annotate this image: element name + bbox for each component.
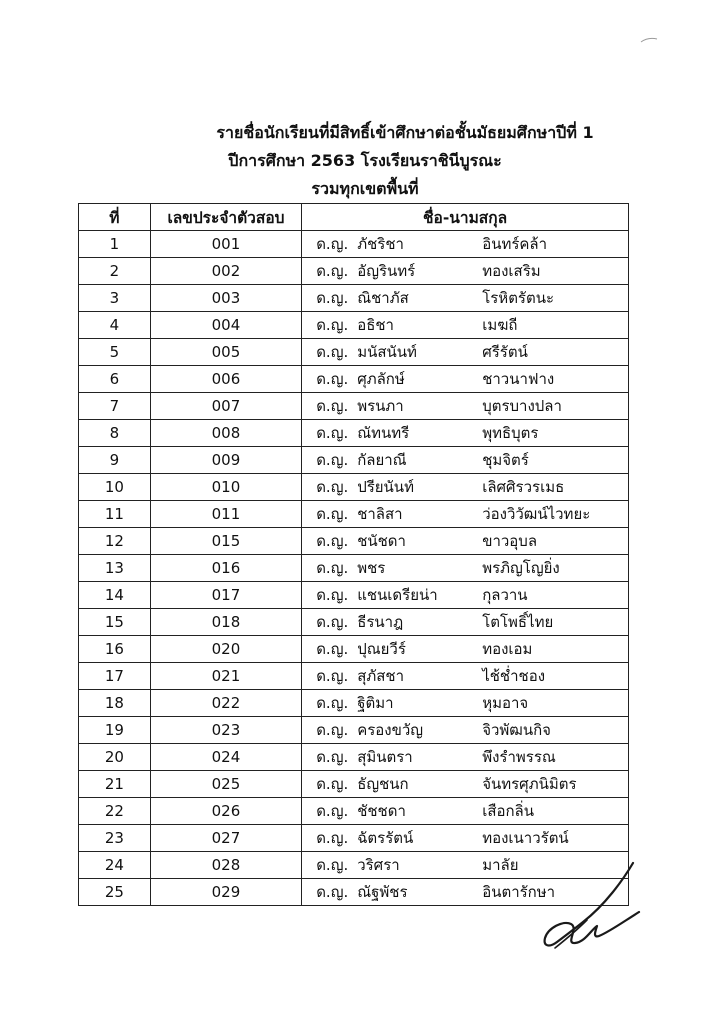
row-full-name bbox=[302, 582, 629, 609]
row-number: 13 bbox=[79, 555, 151, 582]
row-number: 12 bbox=[79, 528, 151, 555]
document-subtitle-area: รวมทุกเขตพื้นที่ bbox=[311, 179, 419, 198]
name-title: ด.ญ. bbox=[316, 721, 349, 739]
table-row bbox=[79, 555, 629, 582]
last-name: จันทรศุภนิมิตร bbox=[482, 775, 577, 793]
table-row bbox=[79, 798, 629, 825]
name-cell bbox=[302, 340, 628, 364]
name-title: ด.ญ. bbox=[316, 775, 349, 793]
first-name: ครองขวัญ bbox=[357, 721, 424, 739]
last-name: เสือกลิ่น bbox=[482, 802, 535, 820]
last-name: โรหิตรัตนะ bbox=[482, 289, 555, 307]
last-name: ศรีรัตน์ bbox=[482, 343, 528, 361]
row-number: 3 bbox=[79, 285, 151, 312]
name-title: ด.ญ. bbox=[316, 262, 349, 280]
last-name: กุลวาน bbox=[482, 586, 528, 604]
table-row bbox=[79, 501, 629, 528]
first-name: ณัฐพัชร bbox=[357, 883, 408, 901]
row-exam-id: 027 bbox=[150, 825, 301, 852]
row-exam-id: 023 bbox=[150, 717, 301, 744]
first-name: อัญรินทร์ bbox=[357, 262, 416, 280]
row-number: 7 bbox=[79, 393, 151, 420]
header-exam-id: เลขประจำตัวสอบ bbox=[150, 204, 301, 231]
first-name: ปรียนันท์ bbox=[357, 478, 414, 496]
row-number: 23 bbox=[79, 825, 151, 852]
name-cell bbox=[302, 637, 628, 661]
name-cell bbox=[302, 745, 628, 769]
name-cell bbox=[302, 664, 628, 688]
row-full-name bbox=[302, 420, 629, 447]
name-title: ด.ญ. bbox=[316, 856, 349, 874]
first-name: ฐิติมา bbox=[357, 694, 394, 712]
table-row bbox=[79, 474, 629, 501]
table-row bbox=[79, 312, 629, 339]
row-full-name bbox=[302, 771, 629, 798]
table-row bbox=[79, 258, 629, 285]
row-number: 24 bbox=[79, 852, 151, 879]
row-exam-id: 018 bbox=[150, 609, 301, 636]
name-cell bbox=[302, 367, 628, 391]
row-full-name bbox=[302, 501, 629, 528]
row-full-name bbox=[302, 690, 629, 717]
table-row bbox=[79, 717, 629, 744]
row-full-name bbox=[302, 258, 629, 285]
name-title: ด.ญ. bbox=[316, 451, 349, 469]
row-full-name bbox=[302, 231, 629, 258]
row-full-name bbox=[302, 393, 629, 420]
row-full-name bbox=[302, 663, 629, 690]
last-name: เมฆถี bbox=[482, 316, 518, 334]
table-row bbox=[79, 636, 629, 663]
last-name: ชาวนาฟาง bbox=[482, 370, 555, 388]
name-cell bbox=[302, 286, 628, 310]
row-number: 10 bbox=[79, 474, 151, 501]
name-title: ด.ญ. bbox=[316, 505, 349, 523]
name-cell bbox=[302, 610, 628, 634]
last-name: พรภิญโญยิ่ง bbox=[482, 559, 560, 577]
first-name: ณัทนทรี bbox=[357, 424, 410, 442]
row-exam-id: 011 bbox=[150, 501, 301, 528]
name-cell bbox=[302, 313, 628, 337]
name-cell bbox=[302, 394, 628, 418]
row-number: 22 bbox=[79, 798, 151, 825]
row-exam-id: 022 bbox=[150, 690, 301, 717]
last-name: มาลัย bbox=[482, 856, 519, 874]
first-name: พชร bbox=[357, 559, 386, 577]
first-name: กัลยาณี bbox=[357, 451, 407, 469]
name-title: ด.ญ. bbox=[316, 532, 349, 550]
name-title: ด.ญ. bbox=[316, 802, 349, 820]
name-title: ด.ญ. bbox=[316, 559, 349, 577]
name-title: ด.ญ. bbox=[316, 748, 349, 766]
row-number: 15 bbox=[79, 609, 151, 636]
last-name: เลิศศิรวรเมธ bbox=[482, 478, 565, 496]
last-name: ทองเสริม bbox=[482, 262, 541, 280]
table-row bbox=[79, 582, 629, 609]
name-cell bbox=[302, 502, 628, 526]
name-title: ด.ญ. bbox=[316, 694, 349, 712]
name-title: ด.ญ. bbox=[316, 613, 349, 631]
header-full-name: ชื่อ-นามสกุล bbox=[302, 204, 629, 231]
table-row bbox=[79, 285, 629, 312]
name-title: ด.ญ. bbox=[316, 478, 349, 496]
first-name: ปุณยวีร์ bbox=[357, 640, 406, 658]
last-name: อินทร์คล้า bbox=[482, 235, 548, 253]
row-exam-id: 008 bbox=[150, 420, 301, 447]
row-number: 9 bbox=[79, 447, 151, 474]
name-cell bbox=[302, 259, 628, 283]
row-number: 18 bbox=[79, 690, 151, 717]
row-exam-id: 029 bbox=[150, 879, 301, 906]
last-name: หุมอาจ bbox=[482, 694, 529, 712]
first-name: ธัญชนก bbox=[357, 775, 409, 793]
name-title: ด.ญ. bbox=[316, 424, 349, 442]
name-cell bbox=[302, 448, 628, 472]
row-number: 4 bbox=[79, 312, 151, 339]
header-number: ที่ bbox=[79, 204, 151, 231]
row-full-name bbox=[302, 339, 629, 366]
last-name: ทองเอม bbox=[482, 640, 533, 658]
row-exam-id: 007 bbox=[150, 393, 301, 420]
row-exam-id: 025 bbox=[150, 771, 301, 798]
row-exam-id: 004 bbox=[150, 312, 301, 339]
name-cell bbox=[302, 475, 628, 499]
row-full-name bbox=[302, 285, 629, 312]
row-full-name bbox=[302, 366, 629, 393]
row-number: 20 bbox=[79, 744, 151, 771]
row-full-name bbox=[302, 555, 629, 582]
row-number: 11 bbox=[79, 501, 151, 528]
name-cell bbox=[302, 583, 628, 607]
row-full-name bbox=[302, 312, 629, 339]
signature-mark bbox=[535, 860, 645, 955]
row-number: 16 bbox=[79, 636, 151, 663]
document-subtitle-year-school: ปีการศึกษา 2563 โรงเรียนราชินีบูรณะ bbox=[228, 151, 502, 170]
last-name: ทองเนาวรัตน์ bbox=[482, 829, 569, 847]
row-exam-id: 024 bbox=[150, 744, 301, 771]
table-row bbox=[79, 393, 629, 420]
row-exam-id: 017 bbox=[150, 582, 301, 609]
row-full-name bbox=[302, 609, 629, 636]
row-number: 5 bbox=[79, 339, 151, 366]
first-name: มนัสนันท์ bbox=[357, 343, 417, 361]
first-name: ฉัตรรัตน์ bbox=[357, 829, 414, 847]
table-row bbox=[79, 447, 629, 474]
row-exam-id: 020 bbox=[150, 636, 301, 663]
name-title: ด.ญ. bbox=[316, 586, 349, 604]
row-exam-id: 021 bbox=[150, 663, 301, 690]
row-exam-id: 002 bbox=[150, 258, 301, 285]
last-name: จิวพัฒนกิจ bbox=[482, 721, 551, 739]
last-name: อินตารักษา bbox=[482, 883, 556, 901]
name-title: ด.ญ. bbox=[316, 667, 349, 685]
name-title: ด.ญ. bbox=[316, 316, 349, 334]
row-full-name bbox=[302, 798, 629, 825]
row-exam-id: 026 bbox=[150, 798, 301, 825]
first-name: ชัชชดา bbox=[357, 802, 406, 820]
row-exam-id: 015 bbox=[150, 528, 301, 555]
row-full-name bbox=[302, 636, 629, 663]
roster-body bbox=[79, 231, 629, 906]
row-number: 14 bbox=[79, 582, 151, 609]
row-exam-id: 010 bbox=[150, 474, 301, 501]
row-number: 17 bbox=[79, 663, 151, 690]
last-name: ว่องวิวัฒน์ไวทยะ bbox=[482, 505, 591, 523]
last-name: ชุมจิตร์ bbox=[482, 451, 529, 469]
name-cell bbox=[302, 772, 628, 796]
name-cell bbox=[302, 232, 628, 256]
name-title: ด.ญ. bbox=[316, 289, 349, 307]
name-title: ด.ญ. bbox=[316, 640, 349, 658]
table-row bbox=[79, 231, 629, 258]
first-name: ธีรนาฎ bbox=[357, 613, 404, 631]
name-title: ด.ญ. bbox=[316, 235, 349, 253]
row-full-name bbox=[302, 447, 629, 474]
stray-pen-mark bbox=[640, 36, 658, 44]
table-row bbox=[79, 609, 629, 636]
table-row bbox=[79, 690, 629, 717]
first-name: อธิชา bbox=[357, 316, 394, 334]
row-exam-id: 001 bbox=[150, 231, 301, 258]
table-row bbox=[79, 825, 629, 852]
first-name: ภัชริชา bbox=[357, 235, 404, 253]
table-row bbox=[79, 771, 629, 798]
name-cell bbox=[302, 529, 628, 553]
last-name: โตโพธิ์ไทย bbox=[482, 613, 554, 631]
row-exam-id: 003 bbox=[150, 285, 301, 312]
first-name: ศุภลักษ์ bbox=[357, 370, 405, 388]
row-number: 25 bbox=[79, 879, 151, 906]
row-full-name bbox=[302, 474, 629, 501]
row-number: 6 bbox=[79, 366, 151, 393]
first-name: พรนภา bbox=[357, 397, 404, 415]
name-cell bbox=[302, 421, 628, 445]
last-name: ขาวอุบล bbox=[482, 532, 538, 550]
table-row bbox=[79, 339, 629, 366]
row-exam-id: 006 bbox=[150, 366, 301, 393]
document-title: รายชื่อนักเรียนที่มีสิทธิ์เข้าศึกษาต่อชั้นมัธยมศึกษาปีที่ 1 bbox=[216, 123, 594, 142]
name-title: ด.ญ. bbox=[316, 883, 349, 901]
table-row bbox=[79, 663, 629, 690]
row-number: 21 bbox=[79, 771, 151, 798]
row-number: 8 bbox=[79, 420, 151, 447]
table-row bbox=[79, 744, 629, 771]
name-cell bbox=[302, 718, 628, 742]
name-title: ด.ญ. bbox=[316, 370, 349, 388]
name-cell bbox=[302, 799, 628, 823]
row-full-name bbox=[302, 528, 629, 555]
row-full-name bbox=[302, 825, 629, 852]
last-name: บุตรบางปลา bbox=[482, 397, 562, 415]
first-name: แชนเดรียน่า bbox=[357, 586, 438, 604]
row-full-name bbox=[302, 717, 629, 744]
row-exam-id: 005 bbox=[150, 339, 301, 366]
table-row bbox=[79, 366, 629, 393]
row-exam-id: 009 bbox=[150, 447, 301, 474]
table-header-row bbox=[79, 204, 629, 231]
row-number: 2 bbox=[79, 258, 151, 285]
first-name: ชนัชดา bbox=[357, 532, 406, 550]
name-cell bbox=[302, 826, 628, 850]
name-cell bbox=[302, 556, 628, 580]
first-name: สุภัสชา bbox=[357, 667, 404, 685]
first-name: สุมินตรา bbox=[357, 748, 413, 766]
first-name: ชาลิสา bbox=[357, 505, 403, 523]
name-title: ด.ญ. bbox=[316, 829, 349, 847]
row-full-name bbox=[302, 744, 629, 771]
row-exam-id: 028 bbox=[150, 852, 301, 879]
table-row bbox=[79, 528, 629, 555]
row-number: 19 bbox=[79, 717, 151, 744]
name-title: ด.ญ. bbox=[316, 343, 349, 361]
last-name: พึงรำพรรณ bbox=[482, 748, 556, 766]
name-title: ด.ญ. bbox=[316, 397, 349, 415]
first-name: วริศรา bbox=[357, 856, 400, 874]
row-exam-id: 016 bbox=[150, 555, 301, 582]
student-roster-table bbox=[78, 203, 629, 906]
last-name: พุทธิบุตร bbox=[482, 424, 539, 442]
row-number: 1 bbox=[79, 231, 151, 258]
table-row bbox=[79, 420, 629, 447]
last-name: ไช้ช่ำชอง bbox=[482, 667, 546, 685]
name-cell bbox=[302, 691, 628, 715]
first-name: ณิชาภัส bbox=[357, 289, 409, 307]
